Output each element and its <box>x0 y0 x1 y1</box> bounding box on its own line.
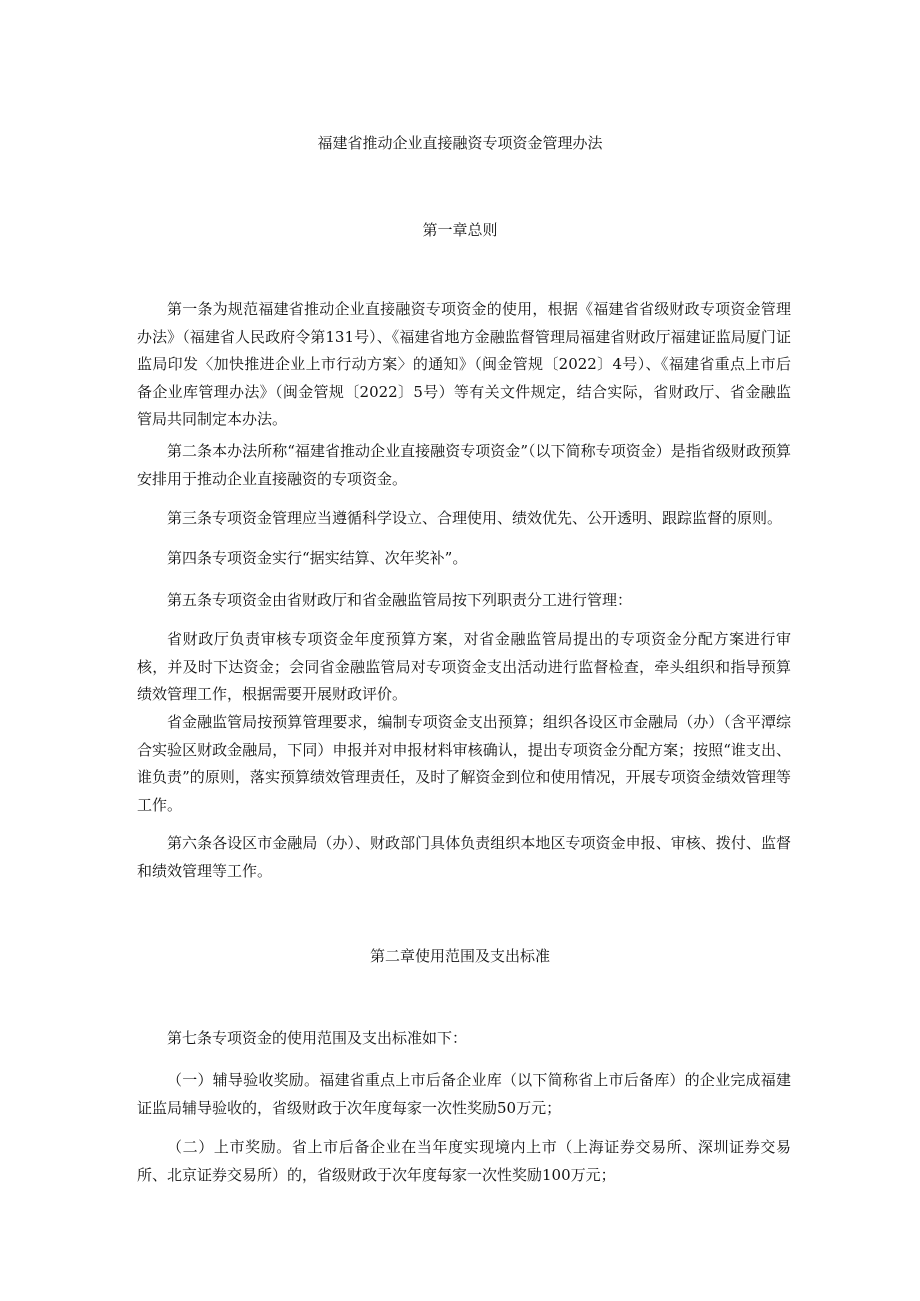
article-paragraph: 第二条本办法所称“福建省推动企业直接融资专项资金”（以下简称专项资金）是指省级财政预算安排用于推动企业直接融资的专项资金。 <box>137 442 791 488</box>
article-paragraph: 第一条为规范福建省推动企业直接融资专项资金的使用，根据《福建省省级财政专项资金管理办法》（福建省人民政府令第131号）、《福建省地方金融监督管理局福建省财政厅福建证监局厦门证监局印发〈加快推进企业上市行动方案〉的通知》（闽金管规〔2022〕4号）、《福建省重点上市后备企业库管理办法》（闽金管规〔2022〕5号）等有关文件规定，结合实际，省财政厅、省金融监管局共同制定本办法。 <box>137 300 791 428</box>
article-paragraph: 第七条专项资金的使用范围及支出标准如下： <box>167 1029 468 1047</box>
article-item: （二）上市奖励。省上市后备企业在当年度实现境内上市（上海证券交易所、深圳证券交易所、北京证券交易所）的，省级财政于次年度每家一次性奖励100万元； <box>137 1138 791 1184</box>
article-paragraph: 省财政厅负责审核专项资金年度预算方案，对省金融监管局提出的专项资金分配方案进行审核，并及时下达资金；会同省金融监管局对专项资金支出活动进行监督检查，牵头组织和指导预算绩效管理工作，根据需要开展财政评价。 <box>137 630 791 703</box>
article-item: （一）辅导验收奖励。福建省重点上市后备企业库（以下简称省上市后备库）的企业完成福建证监局辅导验收的，省级财政于次年度每家一次性奖励50万元； <box>137 1071 791 1117</box>
article-paragraph: 第四条专项资金实行“据实结算、次年奖补”。 <box>167 549 468 567</box>
article-paragraph: 省金融监管局按预算管理要求，编制专项资金支出预算；组织各设区市金融局（办）（含平潭综合实验区财政金融局，下同）申报并对申报材料审核确认，提出专项资金分配方案；按照“谁支出、谁负责”的原则，落实预算绩效管理责任，及时了解资金到位和使用情况，开展专项资金绩效管理等工作。 <box>137 713 791 814</box>
document-title: 福建省推动企业直接融资专项资金管理办法 <box>317 134 603 152</box>
chapter-heading: 第一章总则 <box>422 221 498 239</box>
article-paragraph: 第三条专项资金管理应当遵循科学设立、合理使用、绩效优先、公开透明、跟踪监督的原则。 <box>167 509 783 527</box>
chapter-heading: 第二章使用范围及支出标准 <box>369 947 550 965</box>
article-paragraph: 第六条各设区市金融局（办）、财政部门具体负责组织本地区专项资金申报、审核、拨付、监督和绩效管理等工作。 <box>137 834 791 880</box>
article-paragraph: 第五条专项资金由省财政厅和省金融监管局按下列职责分工进行管理： <box>167 591 633 609</box>
